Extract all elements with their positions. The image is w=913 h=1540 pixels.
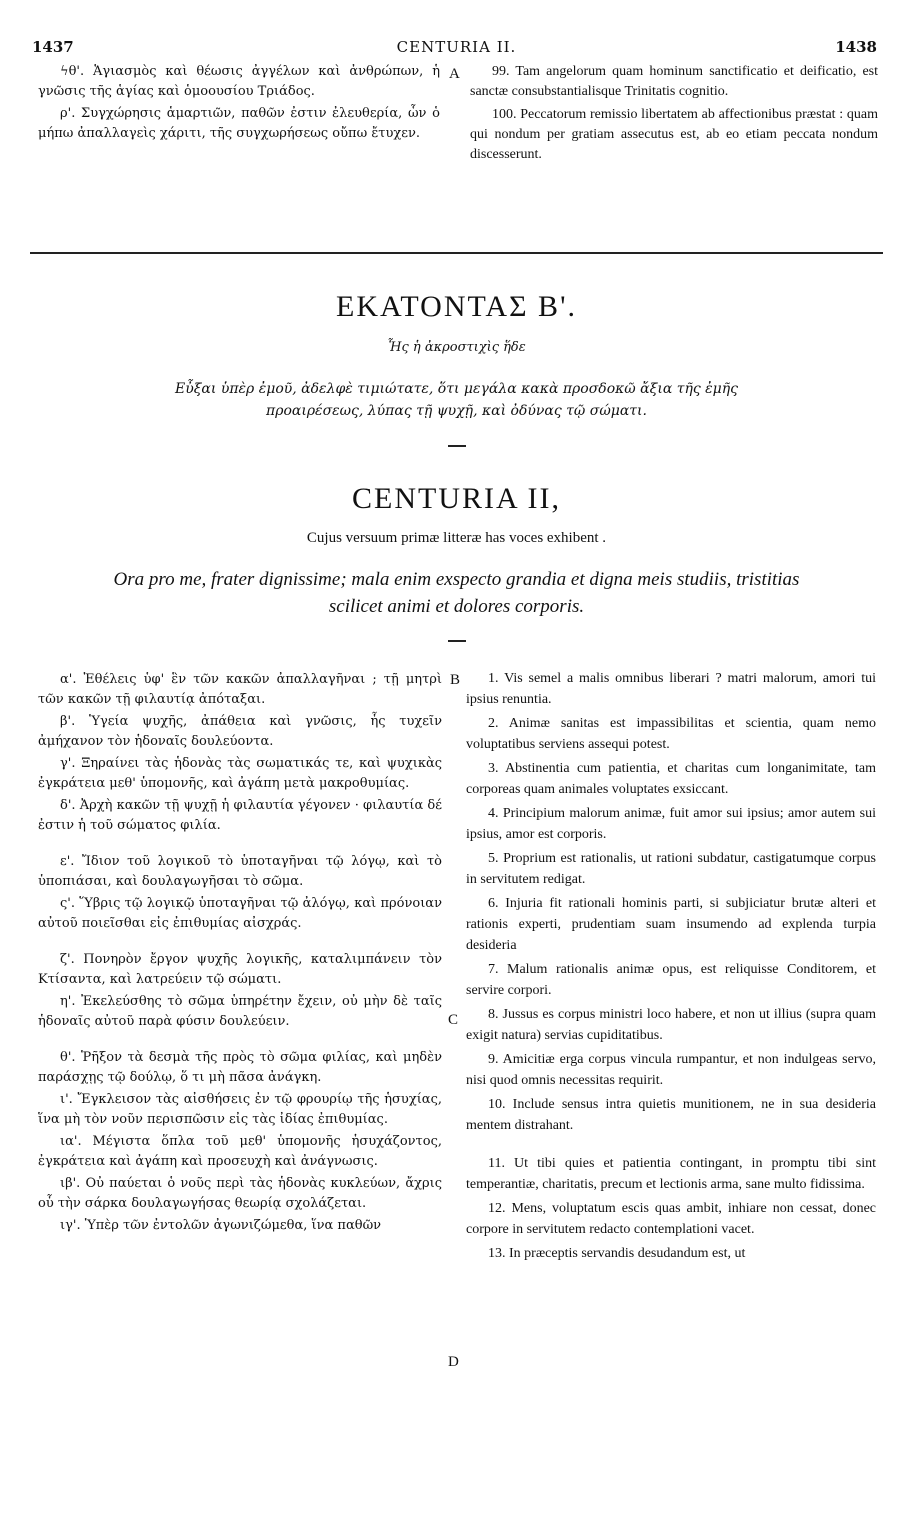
greek-paragraph: ια'. Μέγιστα ὅπλα τοῦ μεθ' ὑπομονῆς ἡσυχάζοντος, ἐγκράτεια καὶ ἀγάπη καὶ προσευχὴ καὶ ἀνάγνωσις. [38,1134,442,1169]
latin-paragraph: 8. Jussus es corpus ministri loco habere, et non ut illius (supra quam exigit natura) servias cupiditatibus. [466,1007,876,1043]
greek-column [38,670,442,1239]
latin-paragraph: 7. Malum rationalis animæ opus, est reliquisse Conditorem, et servire corpori. [466,962,876,998]
latin-paragraph: 4. Principium malorum animæ, fuit amor sui ipsius; amor autem sui ipsius, amor est corporis. [466,806,876,842]
margin-mark-b: B [450,672,461,688]
greek-paragraph: γ'. Ξηραίνει τὰς ἡδονὰς τὰς σωματικάς τε, καὶ ψυχικὰς ἐγκράτεια μεθ' ὑπομονῆς, καὶ ἀγάπη μετὰ μακροθυμίας. [38,756,442,791]
latin-paragraph: 9. Amicitiæ erga corpus vincula rumpantur, et non indulgeas servo, nisi quod omnis necessitas requirit. [466,1052,876,1088]
paragraph-gap [466,1139,876,1153]
margin-mark-a: A [449,66,460,82]
latin-paragraph: 3. Abstinentia cum patientia, et charitas cum longanimitate, tam corporeas quam animales voluptates exsiccant. [466,761,876,797]
latin-paragraph: 99. Tam angelorum quam hominum sanctificatio et deificatio, est sanctæ consubstantialisque Trinitatis cognitio. [470,64,878,99]
top-greek-column [38,62,440,146]
latin-paragraph: 1. Vis semel a malis omnibus liberari ? matri malorum, amori tui ipsius renuntia. [466,671,876,707]
latin-paragraph: 13. In præceptis servandis desudandum est, ut [488,1246,746,1261]
paragraph-gap [38,1034,442,1048]
greek-paragraph: ζ'. Πονηρὸν ἔργον ψυχῆς λογικῆς, καταλιμπάνειν τὸν Κτίσαντα, καὶ λατρεύειν τῷ σώματι. [38,952,442,987]
latin-paragraph: 10. Include sensus intra quietis munitionem, ne in sua desideria mentem distrahant. [466,1097,876,1133]
latin-paragraph: 11. Ut tibi quies et patientia contingant, in promptu tibi sint temperantiæ, charitatis, precum et lectionis arma, sane multo fidissima. [466,1156,876,1192]
top-latin-column [470,62,878,168]
latin-title: CENTURIA II, [352,482,561,515]
right-page-number: 1438 [835,38,877,56]
greek-paragraph: ρ'. Συγχώρησις ἁμαρτιῶν, παθῶν ἐστιν ἐλευθερία, ὧν ὁ μήπω ἀπαλλαγεὶς χάριτι, τῆς συγχωρήσεως οὔπω ἔτυχεν. [38,106,440,141]
greek-subtitle: Ἧς ἡ ἀκροστιχὶς ἥδε [387,340,526,355]
left-page-number: 1437 [32,38,74,56]
greek-paragraph: ς'. Ὕβρις τῷ λογικῷ ὑποταγῆναι τῷ ἀλόγῳ, καὶ πρόνοιαν αὐτοῦ ποιεῖσθαι εἰς ἐπιθυμίας αἰσχράς. [38,896,442,931]
margin-mark-d: D [448,1354,459,1370]
greek-paragraph: β'. Ὑγεία ψυχῆς, ἀπάθεια καὶ γνῶσις, ἧς τυχεῖν ἀμήχανον τὸν ἡδοναῖς δουλεύοντα. [38,714,442,749]
greek-acrostic: Εὖξαι ὑπὲρ ἐμοῦ, ἀδελφὲ τιμιώτατε, ὅτι μεγάλα κακὰ προσδοκῶ ἄξια τῆς ἐμῆς προαιρέσεως, λύπας τῇ ψυχῇ, καὶ ὀδύνας τῷ σώματι. [174,381,738,419]
greek-paragraph: ι'. Ἔγκλεισον τὰς αἰσθήσεις ἐν τῷ φρουρίῳ τῆς ἡσυχίας, ἵνα μὴ τὸν νοῦν περισπῶσιν εἰς τὰς ἰδίας ἐπιθυμίας. [38,1092,442,1127]
greek-paragraph: θ'. Ῥῆξον τὰ δεσμὰ τῆς πρὸς τὸ σῶμα φιλίας, καὶ μηδὲν παράσχῃς τῷ δούλῳ, ὅ τι μὴ πᾶσα ἀνάγκη. [38,1050,442,1085]
margin-mark-c: C [448,1012,459,1028]
latin-acrostic: Ora pro me, frater dignissime; mala enim exspecto grandia et digna meis studiis, tristitias scilicet animi et dolores corporis. [113,569,800,617]
greek-paragraph: ε'. Ἴδιον τοῦ λογικοῦ τὸ ὑποταγῆναι τῷ λόγῳ, καὶ τὸ ὑποπιάσαι, καὶ δουλαγωγῆσαι τὸ σῶμα. [38,854,442,889]
greek-paragraph: δ'. Ἀρχὴ κακῶν τῇ ψυχῇ ἡ φιλαυτία γέγονεν · φιλαυτία δέ ἐστιν ἡ τοῦ σώματος φιλία. [38,798,442,833]
running-header: CENTURIA II. [396,38,517,56]
paragraph-gap [38,838,442,852]
latin-paragraph: 5. Proprium est rationalis, ut rationi subdatur, castigatumque corpus in servitutem redigat. [466,851,876,887]
paragraph-gap [38,936,442,950]
greek-paragraph: η'. Ἐκελεύσθης τὸ σῶμα ὑπηρέτην ἔχειν, οὐ μὴν δὲ ταῖς ἡδοναῖς αὐτοῦ παρὰ φύσιν δουλεύειν. [38,994,442,1029]
divider-dash [448,640,466,642]
latin-column [466,668,876,1267]
latin-paragraph: 100. Peccatorum remissio libertatem ab affectionibus præstat : quam qui nondum per gratiam assecutus est, ab eo etiam peccata nondum discesserunt. [470,107,878,162]
divider-dash [448,445,466,447]
section-rule [30,252,883,254]
latin-paragraph: 12. Mens, voluptatum escis quas ambit, inhiare non cessat, donec corpore in servitutem redacto contemplationi vacet. [466,1201,876,1237]
greek-paragraph: α'. Ἐθέλεις ὑφ' ἓν τῶν κακῶν ἀπαλλαγῆναι ; τῇ μητρὶ τῶν κακῶν τῇ φιλαυτίᾳ ἀπόταξαι. [38,672,442,707]
greek-paragraph: ιβ'. Οὐ παύεται ὁ νοῦς περὶ τὰς ἡδονὰς κυκλεύων, ἄχρις οὗ τὴν σάρκα δουλαγωγήσας θεωρίᾳ σχολάζεται. [38,1176,442,1211]
greek-paragraph: ιγ'. Ὑπὲρ τῶν ἐντολῶν ἀγωνιζώμεθα, ἵνα παθῶν [60,1218,382,1233]
latin-paragraph: 2. Animæ sanitas est impassibilitas et scientia, quam nemo voluptatibus serviens assequi potest. [466,716,876,752]
latin-intro: Cujus versuum primæ litteræ has voces exhibent . [306,530,607,546]
greek-title: ΕΚΑΤΟΝΤΑΣ Β'. [336,290,577,323]
latin-paragraph: 6. Injuria fit rationali hominis parti, si subjiciatur brutæ alteri et rationis experti, prudentiam suam insumendo ad explenda turpia desideria [466,896,876,953]
greek-paragraph: ϟθ'. Ἁγιασμὸς καὶ θέωσις ἀγγέλων καὶ ἀνθρώπων, ἡ γνῶσις τῆς ἁγίας καὶ ὁμοουσίου Τριάδος. [38,64,440,99]
